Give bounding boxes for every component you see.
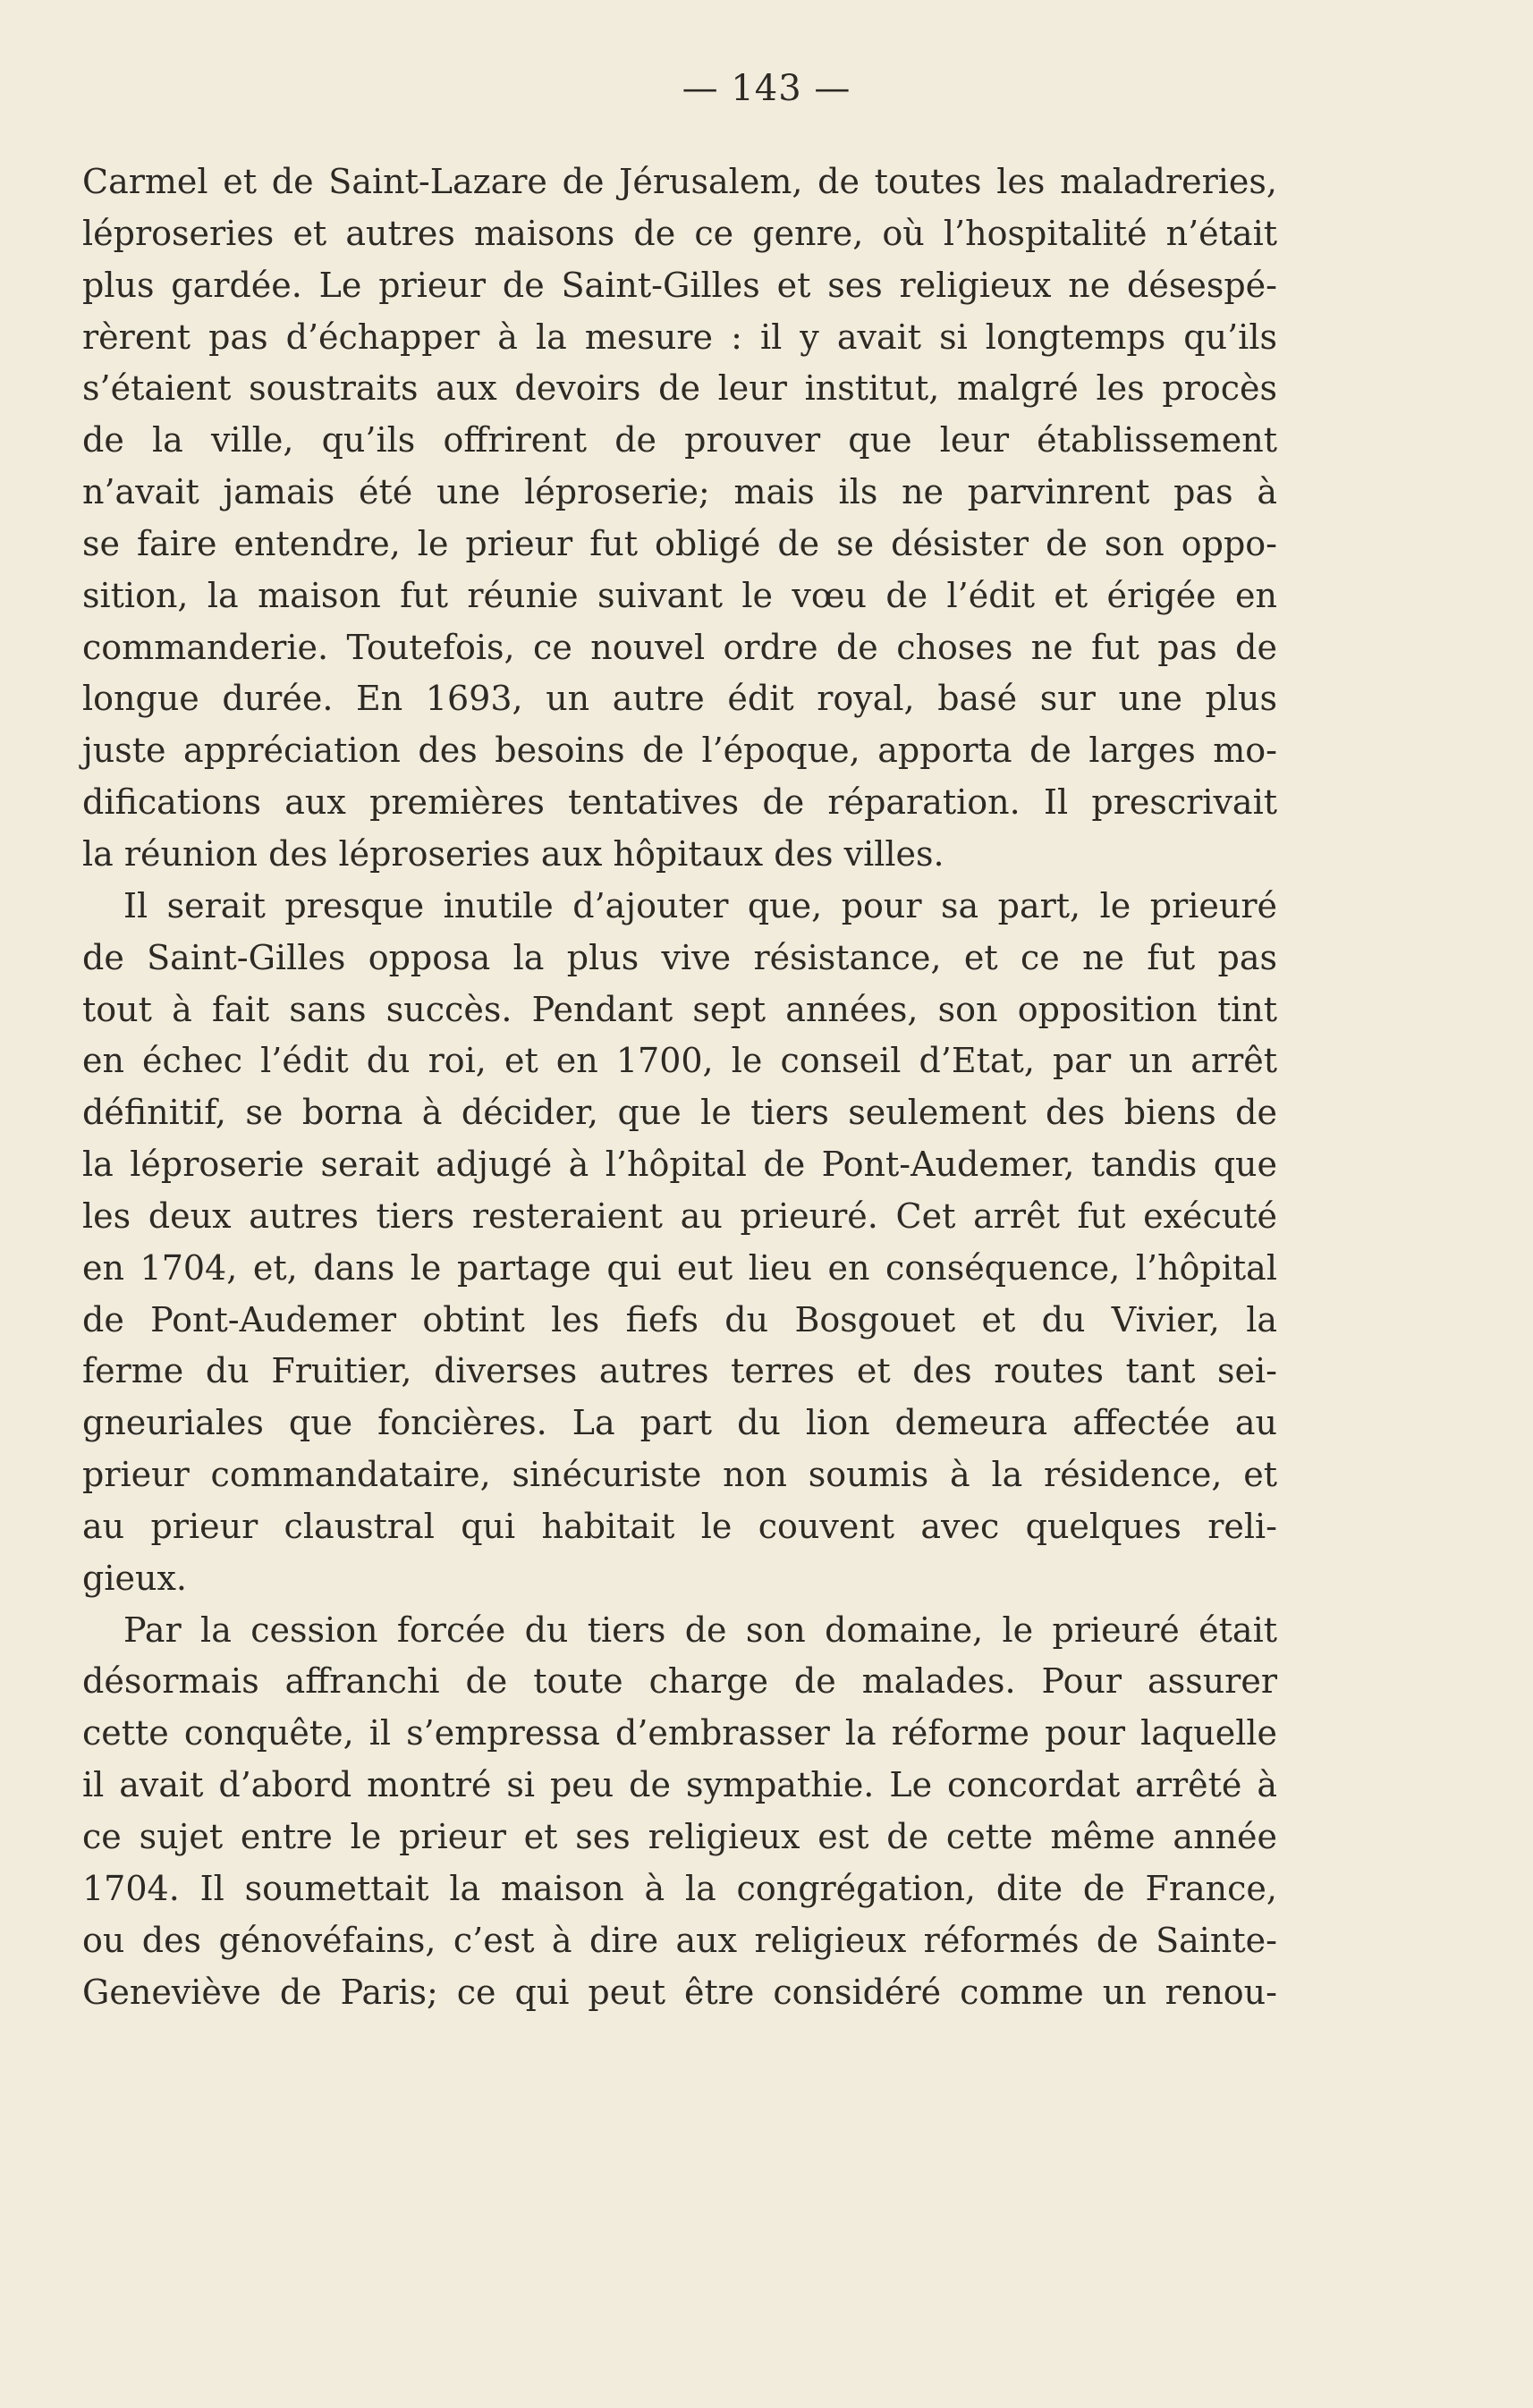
text-line: en échec l’édit du roi, et en 1700, le conseil d’Etat, par un arrêt	[82, 1041, 1277, 1081]
text-line: Il serait presque inutile d’ajouter que, pour sa part, le prieuré	[123, 885, 1277, 925]
text-line: Par la cession forcée du tiers de son domaine, le prieuré était	[123, 1610, 1277, 1650]
text-line: il avait d’abord montré si peu de sympathie. Le concordat arrêté à	[82, 1765, 1277, 1805]
text-line: rèrent pas d’échapper à la mesure : il y avait si longtemps qu’ils	[82, 317, 1277, 357]
text-line: gieux.	[82, 1558, 187, 1598]
text-line: sition, la maison fut réunie suivant le vœu de l’édit et érigée en	[82, 575, 1277, 615]
text-line: se faire entendre, le prieur fut obligé de se désister de son oppo-	[82, 523, 1277, 563]
text-line: définitif, se borna à décider, que le tiers seulement des biens de	[82, 1093, 1277, 1133]
text-line: difications aux premières tentatives de réparation. Il prescrivait	[82, 782, 1277, 823]
text-line: au prieur claustral qui habitait le couvent avec quelques reli-	[82, 1506, 1277, 1546]
text-line: 1704. Il soumettait la maison à la congrégation, dite de France,	[82, 1868, 1277, 1908]
text-line: les deux autres tiers resteraient au prieuré. Cet arrêt fut exécuté	[82, 1196, 1277, 1236]
text-line: léproseries et autres maisons de ce genre, où l’hospitalité n’était	[82, 213, 1277, 253]
text-line: commanderie. Toutefois, ce nouvel ordre de choses ne fut pas de	[82, 627, 1277, 667]
text-line: prieur commandataire, sinécuriste non soumis à la résidence, et	[82, 1455, 1277, 1495]
text-line: juste appréciation des besoins de l’époque, apporta de larges mo-	[82, 731, 1277, 771]
text-line: cette conquête, il s’empressa d’embrasser la réforme pour laquelle	[82, 1713, 1277, 1753]
text-line: la réunion des léproseries aux hôpitaux des villes.	[82, 833, 944, 874]
body-text	[82, 156, 1277, 2018]
text-line: Carmel et de Saint-Lazare de Jérusalem, de toutes les maladreries,	[82, 162, 1277, 201]
text-line: plus gardée. Le prieur de Saint-Gilles et ses religieux ne désespé-	[82, 265, 1277, 305]
text-line: en 1704, et, dans le partage qui eut lieu en conséquence, l’hôpital	[82, 1247, 1277, 1288]
text-line: de la ville, qu’ils offrirent de prouver que leur établissement	[82, 420, 1277, 460]
text-line: ou des génovéfains, c’est à dire aux religieux réformés de Sainte-	[82, 1920, 1277, 1960]
text-line: ce sujet entre le prieur et ses religieux est de cette même année	[82, 1817, 1277, 1856]
text-line: longue durée. En 1693, un autre édit royal, basé sur une plus	[82, 679, 1277, 719]
text-line: de Pont-Audemer obtint les fiefs du Bosgouet et du Vivier, la	[82, 1299, 1277, 1339]
page-number: — 143 —	[682, 68, 851, 109]
text-line: gneuriales que foncières. La part du lion demeura affectée au	[82, 1403, 1277, 1443]
text-line: Geneviève de Paris; ce qui peut être considéré comme un renou-	[82, 1972, 1277, 2012]
text-line: de Saint-Gilles opposa la plus vive résistance, et ce ne fut pas	[82, 937, 1277, 977]
text-line: la léproserie serait adjugé à l’hôpital de Pont-Audemer, tandis que	[82, 1145, 1277, 1185]
text-line: n’avait jamais été une léproserie; mais ils ne parvinrent pas à	[82, 472, 1277, 512]
text-line: s’étaient soustraits aux devoirs de leur institut, malgré les procès	[82, 368, 1277, 409]
text-line: ferme du Fruitier, diverses autres terres et des routes tant sei-	[82, 1351, 1277, 1391]
text-line: désormais affranchi de toute charge de malades. Pour assurer	[82, 1661, 1277, 1702]
text-line: tout à fait sans succès. Pendant sept années, son opposition tint	[82, 989, 1277, 1029]
